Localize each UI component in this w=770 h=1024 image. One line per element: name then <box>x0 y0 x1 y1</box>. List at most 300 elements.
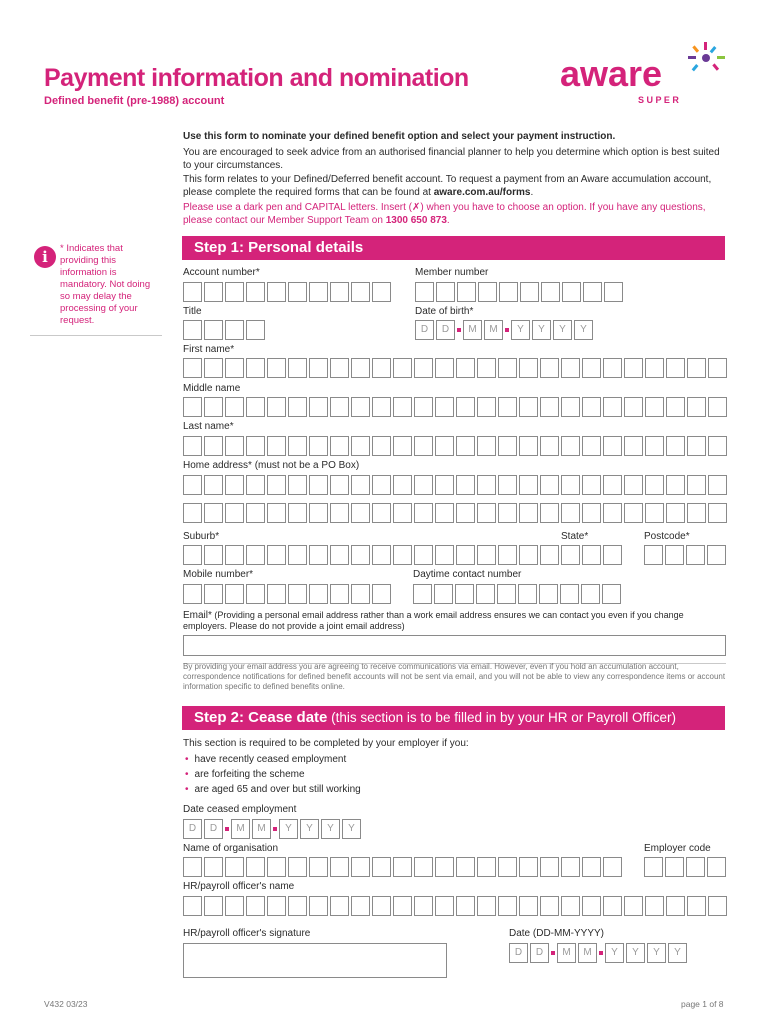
char-box[interactable] <box>330 857 349 877</box>
char-box[interactable] <box>267 475 286 495</box>
char-box[interactable] <box>204 358 223 378</box>
char-box[interactable] <box>562 282 581 302</box>
char-box[interactable] <box>561 436 580 456</box>
char-box[interactable] <box>497 584 516 604</box>
char-box[interactable] <box>414 358 433 378</box>
char-box[interactable] <box>708 358 727 378</box>
char-box[interactable] <box>183 320 202 340</box>
char-box[interactable] <box>225 896 244 916</box>
char-box[interactable] <box>687 896 706 916</box>
page-subtitle: Defined benefit (pre-1988) account <box>44 95 225 107</box>
char-box[interactable] <box>288 436 307 456</box>
char-box[interactable] <box>288 358 307 378</box>
char-box[interactable] <box>456 475 475 495</box>
forms-link[interactable]: aware.com.au/forms <box>433 186 531 198</box>
date-char-box[interactable]: M <box>231 819 250 839</box>
char-box[interactable] <box>582 358 601 378</box>
char-box[interactable] <box>435 358 454 378</box>
char-box[interactable] <box>246 475 265 495</box>
char-box[interactable] <box>708 475 727 495</box>
char-box[interactable] <box>288 397 307 417</box>
char-box[interactable] <box>477 358 496 378</box>
char-box[interactable] <box>456 503 475 523</box>
char-box[interactable] <box>246 896 265 916</box>
char-box[interactable] <box>582 397 601 417</box>
char-box[interactable] <box>225 545 244 565</box>
char-box[interactable] <box>393 896 412 916</box>
char-box[interactable] <box>435 545 454 565</box>
char-box[interactable] <box>645 397 664 417</box>
title-boxes[interactable] <box>183 320 265 340</box>
char-box[interactable] <box>456 358 475 378</box>
char-box[interactable] <box>582 857 601 877</box>
date-char-box[interactable]: Y <box>511 320 530 340</box>
char-box[interactable] <box>477 503 496 523</box>
char-box[interactable] <box>707 857 726 877</box>
char-box[interactable] <box>183 282 202 302</box>
char-box[interactable] <box>583 282 602 302</box>
char-box[interactable] <box>204 857 223 877</box>
char-box[interactable] <box>498 397 517 417</box>
char-box[interactable] <box>414 436 433 456</box>
char-box[interactable] <box>267 503 286 523</box>
date-char-box[interactable]: D <box>204 819 223 839</box>
char-box[interactable] <box>372 545 391 565</box>
char-box[interactable] <box>708 397 727 417</box>
char-box[interactable] <box>477 475 496 495</box>
account-number-boxes[interactable] <box>183 282 391 302</box>
char-box[interactable] <box>541 282 560 302</box>
char-box[interactable] <box>519 397 538 417</box>
char-box[interactable] <box>476 584 495 604</box>
char-box[interactable] <box>498 475 517 495</box>
char-box[interactable] <box>393 436 412 456</box>
date-char-box[interactable]: Y <box>300 819 319 839</box>
dob-boxes[interactable] <box>415 320 593 340</box>
char-box[interactable] <box>330 545 349 565</box>
char-box[interactable] <box>519 436 538 456</box>
char-box[interactable] <box>372 857 391 877</box>
char-box[interactable] <box>498 545 517 565</box>
char-box[interactable] <box>477 397 496 417</box>
char-box[interactable] <box>414 503 433 523</box>
char-box[interactable] <box>225 584 244 604</box>
daytime-boxes[interactable] <box>413 584 621 604</box>
char-box[interactable] <box>666 358 685 378</box>
char-box[interactable] <box>393 545 412 565</box>
state-boxes[interactable] <box>561 545 622 565</box>
date-char-box[interactable]: D <box>183 819 202 839</box>
char-box[interactable] <box>330 475 349 495</box>
char-box[interactable] <box>309 584 328 604</box>
char-box[interactable] <box>561 896 580 916</box>
char-box[interactable] <box>204 436 223 456</box>
org-name-boxes[interactable] <box>183 857 622 877</box>
char-box[interactable] <box>183 358 202 378</box>
char-box[interactable] <box>602 584 621 604</box>
char-box[interactable] <box>351 896 370 916</box>
char-box[interactable] <box>351 584 370 604</box>
char-box[interactable] <box>309 358 328 378</box>
char-box[interactable] <box>351 545 370 565</box>
char-box[interactable] <box>665 857 684 877</box>
char-box[interactable] <box>372 397 391 417</box>
member-number-boxes[interactable] <box>415 282 623 302</box>
date-ceased-boxes[interactable] <box>183 819 361 839</box>
char-box[interactable] <box>267 436 286 456</box>
date-char-box[interactable]: D <box>509 943 528 963</box>
employer-code-boxes[interactable] <box>644 857 726 877</box>
char-box[interactable] <box>414 896 433 916</box>
date-char-box[interactable]: Y <box>647 943 666 963</box>
char-box[interactable] <box>351 282 370 302</box>
char-box[interactable] <box>540 857 559 877</box>
char-box[interactable] <box>645 358 664 378</box>
char-box[interactable] <box>309 503 328 523</box>
char-box[interactable] <box>624 358 643 378</box>
char-box[interactable] <box>183 475 202 495</box>
char-box[interactable] <box>351 358 370 378</box>
char-box[interactable] <box>183 436 202 456</box>
char-box[interactable] <box>582 503 601 523</box>
char-box[interactable] <box>624 503 643 523</box>
char-box[interactable] <box>666 397 685 417</box>
char-box[interactable] <box>624 896 643 916</box>
char-box[interactable] <box>204 584 223 604</box>
char-box[interactable] <box>288 282 307 302</box>
char-box[interactable] <box>539 584 558 604</box>
char-box[interactable] <box>686 545 705 565</box>
char-box[interactable] <box>267 896 286 916</box>
char-box[interactable] <box>644 857 663 877</box>
char-box[interactable] <box>645 896 664 916</box>
char-box[interactable] <box>435 475 454 495</box>
date-char-box[interactable]: Y <box>605 943 624 963</box>
char-box[interactable] <box>561 475 580 495</box>
char-box[interactable] <box>498 358 517 378</box>
char-box[interactable] <box>645 436 664 456</box>
char-box[interactable] <box>456 896 475 916</box>
char-box[interactable] <box>624 436 643 456</box>
date-char-box[interactable]: M <box>463 320 482 340</box>
char-box[interactable] <box>267 545 286 565</box>
char-box[interactable] <box>351 397 370 417</box>
char-box[interactable] <box>225 320 244 340</box>
char-box[interactable] <box>351 857 370 877</box>
sign-date-boxes[interactable] <box>509 943 687 963</box>
char-box[interactable] <box>330 358 349 378</box>
char-box[interactable] <box>246 545 265 565</box>
char-box[interactable] <box>288 545 307 565</box>
char-box[interactable] <box>519 896 538 916</box>
char-box[interactable] <box>561 545 580 565</box>
char-box[interactable] <box>267 282 286 302</box>
officer-name-label: HR/payroll officer's name <box>183 881 295 892</box>
char-box[interactable] <box>687 475 706 495</box>
date-char-box[interactable]: Y <box>342 819 361 839</box>
home-address-label: Home address* (must not be a PO Box) <box>183 460 360 471</box>
char-box[interactable] <box>414 397 433 417</box>
char-box[interactable] <box>582 436 601 456</box>
char-box[interactable] <box>309 282 328 302</box>
char-box[interactable] <box>561 503 580 523</box>
char-box[interactable] <box>393 475 412 495</box>
char-box[interactable] <box>519 475 538 495</box>
char-box[interactable] <box>372 358 391 378</box>
char-box[interactable] <box>183 397 202 417</box>
char-box[interactable] <box>540 545 559 565</box>
char-box[interactable] <box>183 545 202 565</box>
char-box[interactable] <box>666 503 685 523</box>
char-box[interactable] <box>225 503 244 523</box>
char-box[interactable] <box>581 584 600 604</box>
char-box[interactable] <box>330 436 349 456</box>
char-box[interactable] <box>561 358 580 378</box>
char-box[interactable] <box>351 475 370 495</box>
date-char-box[interactable]: M <box>484 320 503 340</box>
char-box[interactable] <box>645 475 664 495</box>
char-box[interactable] <box>624 397 643 417</box>
officer-name-boxes[interactable] <box>183 896 727 916</box>
char-box[interactable] <box>498 896 517 916</box>
char-box[interactable] <box>435 436 454 456</box>
char-box[interactable] <box>560 584 579 604</box>
char-box[interactable] <box>372 584 391 604</box>
char-box[interactable] <box>225 475 244 495</box>
date-char-box[interactable]: Y <box>626 943 645 963</box>
char-box[interactable] <box>603 896 622 916</box>
char-box[interactable] <box>665 545 684 565</box>
char-box[interactable] <box>393 503 412 523</box>
char-box[interactable] <box>604 282 623 302</box>
char-box[interactable] <box>456 397 475 417</box>
char-box[interactable] <box>666 896 685 916</box>
date-char-box[interactable]: D <box>530 943 549 963</box>
char-box[interactable] <box>687 436 706 456</box>
char-box[interactable] <box>414 545 433 565</box>
char-box[interactable] <box>372 436 391 456</box>
char-box[interactable] <box>478 282 497 302</box>
char-box[interactable] <box>351 503 370 523</box>
first-name-boxes[interactable] <box>183 358 727 378</box>
char-box[interactable] <box>393 397 412 417</box>
char-box[interactable] <box>415 282 434 302</box>
char-box[interactable] <box>603 436 622 456</box>
char-box[interactable] <box>666 475 685 495</box>
char-box[interactable] <box>582 475 601 495</box>
char-box[interactable] <box>435 397 454 417</box>
char-box[interactable] <box>309 436 328 456</box>
char-box[interactable] <box>225 436 244 456</box>
char-box[interactable] <box>288 857 307 877</box>
char-box[interactable] <box>414 475 433 495</box>
char-box[interactable] <box>435 896 454 916</box>
address-line2-boxes[interactable] <box>183 503 727 523</box>
char-box[interactable] <box>540 896 559 916</box>
char-box[interactable] <box>708 896 727 916</box>
char-box[interactable] <box>687 397 706 417</box>
date-char-box[interactable]: Y <box>321 819 340 839</box>
char-box[interactable] <box>267 857 286 877</box>
char-box[interactable] <box>540 397 559 417</box>
char-box[interactable] <box>204 545 223 565</box>
char-box[interactable] <box>477 436 496 456</box>
char-box[interactable] <box>330 282 349 302</box>
char-box[interactable] <box>540 503 559 523</box>
char-box[interactable] <box>246 320 265 340</box>
char-box[interactable] <box>540 475 559 495</box>
char-box[interactable] <box>246 436 265 456</box>
char-box[interactable] <box>435 503 454 523</box>
char-box[interactable] <box>330 896 349 916</box>
char-box[interactable] <box>246 397 265 417</box>
char-box[interactable] <box>603 503 622 523</box>
char-box[interactable] <box>246 584 265 604</box>
date-char-box[interactable]: Y <box>553 320 572 340</box>
char-box[interactable] <box>246 282 265 302</box>
char-box[interactable] <box>498 857 517 877</box>
char-box[interactable] <box>519 857 538 877</box>
char-box[interactable] <box>309 397 328 417</box>
char-box[interactable] <box>707 545 726 565</box>
middle-name-boxes[interactable] <box>183 397 727 417</box>
char-box[interactable] <box>204 896 223 916</box>
char-box[interactable] <box>414 857 433 877</box>
char-box[interactable] <box>330 503 349 523</box>
date-char-box[interactable]: Y <box>668 943 687 963</box>
char-box[interactable] <box>204 397 223 417</box>
char-box[interactable] <box>498 503 517 523</box>
suburb-boxes[interactable] <box>183 545 559 565</box>
char-box[interactable] <box>687 358 706 378</box>
char-box[interactable] <box>644 545 663 565</box>
date-char-box[interactable]: M <box>252 819 271 839</box>
char-box[interactable] <box>225 397 244 417</box>
char-box[interactable] <box>518 584 537 604</box>
char-box[interactable] <box>561 397 580 417</box>
char-box[interactable] <box>456 436 475 456</box>
date-char-box[interactable]: Y <box>532 320 551 340</box>
date-char-box[interactable]: D <box>415 320 434 340</box>
char-box[interactable] <box>519 503 538 523</box>
date-char-box[interactable]: Y <box>574 320 593 340</box>
char-box[interactable] <box>456 857 475 877</box>
char-box[interactable] <box>393 358 412 378</box>
char-box[interactable] <box>309 896 328 916</box>
char-box[interactable] <box>267 584 286 604</box>
char-box[interactable] <box>666 436 685 456</box>
char-box[interactable] <box>520 282 539 302</box>
char-box[interactable] <box>436 282 455 302</box>
char-box[interactable] <box>225 282 244 302</box>
char-box[interactable] <box>477 857 496 877</box>
char-box[interactable] <box>204 320 223 340</box>
char-box[interactable] <box>519 358 538 378</box>
char-box[interactable] <box>288 584 307 604</box>
char-box[interactable] <box>603 475 622 495</box>
char-box[interactable] <box>477 545 496 565</box>
char-box[interactable] <box>499 282 518 302</box>
mobile-boxes[interactable] <box>183 584 391 604</box>
char-box[interactable] <box>204 475 223 495</box>
char-box[interactable] <box>603 358 622 378</box>
char-box[interactable] <box>225 358 244 378</box>
char-box[interactable] <box>624 475 643 495</box>
char-box[interactable] <box>372 282 391 302</box>
signature-field[interactable] <box>183 943 447 978</box>
char-box[interactable] <box>288 503 307 523</box>
char-box[interactable] <box>246 503 265 523</box>
char-box[interactable] <box>204 503 223 523</box>
char-box[interactable] <box>330 584 349 604</box>
char-box[interactable] <box>288 475 307 495</box>
char-box[interactable] <box>708 436 727 456</box>
char-box[interactable] <box>455 584 474 604</box>
char-box[interactable] <box>708 503 727 523</box>
char-box[interactable] <box>435 857 454 877</box>
char-box[interactable] <box>687 503 706 523</box>
address-line1-boxes[interactable] <box>183 475 727 495</box>
char-box[interactable] <box>498 436 517 456</box>
char-box[interactable] <box>603 397 622 417</box>
date-char-box[interactable]: D <box>436 320 455 340</box>
char-box[interactable] <box>372 475 391 495</box>
char-box[interactable] <box>540 436 559 456</box>
char-box[interactable] <box>372 503 391 523</box>
char-box[interactable] <box>183 503 202 523</box>
char-box[interactable] <box>645 503 664 523</box>
char-box[interactable] <box>561 857 580 877</box>
char-box[interactable] <box>603 545 622 565</box>
char-box[interactable] <box>288 896 307 916</box>
char-box[interactable] <box>457 282 476 302</box>
char-box[interactable] <box>582 545 601 565</box>
date-separator <box>551 943 555 963</box>
char-box[interactable] <box>267 358 286 378</box>
date-char-box[interactable]: Y <box>279 819 298 839</box>
char-box[interactable] <box>309 857 328 877</box>
char-box[interactable] <box>686 857 705 877</box>
email-field[interactable] <box>183 635 726 656</box>
char-box[interactable] <box>183 857 202 877</box>
char-box[interactable] <box>204 282 223 302</box>
char-box[interactable] <box>582 896 601 916</box>
char-box[interactable] <box>246 857 265 877</box>
date-char-box[interactable]: M <box>578 943 597 963</box>
char-box[interactable] <box>372 896 391 916</box>
char-box[interactable] <box>393 857 412 877</box>
char-box[interactable] <box>540 358 559 378</box>
char-box[interactable] <box>246 358 265 378</box>
char-box[interactable] <box>330 397 349 417</box>
char-box[interactable] <box>519 545 538 565</box>
char-box[interactable] <box>183 896 202 916</box>
char-box[interactable] <box>309 545 328 565</box>
char-box[interactable] <box>413 584 432 604</box>
postcode-boxes[interactable] <box>644 545 726 565</box>
char-box[interactable] <box>351 436 370 456</box>
char-box[interactable] <box>456 545 475 565</box>
char-box[interactable] <box>477 896 496 916</box>
char-box[interactable] <box>267 397 286 417</box>
char-box[interactable] <box>309 475 328 495</box>
char-box[interactable] <box>603 857 622 877</box>
date-char-box[interactable]: M <box>557 943 576 963</box>
char-box[interactable] <box>434 584 453 604</box>
last-name-boxes[interactable] <box>183 436 727 456</box>
char-box[interactable] <box>225 857 244 877</box>
char-box[interactable] <box>183 584 202 604</box>
